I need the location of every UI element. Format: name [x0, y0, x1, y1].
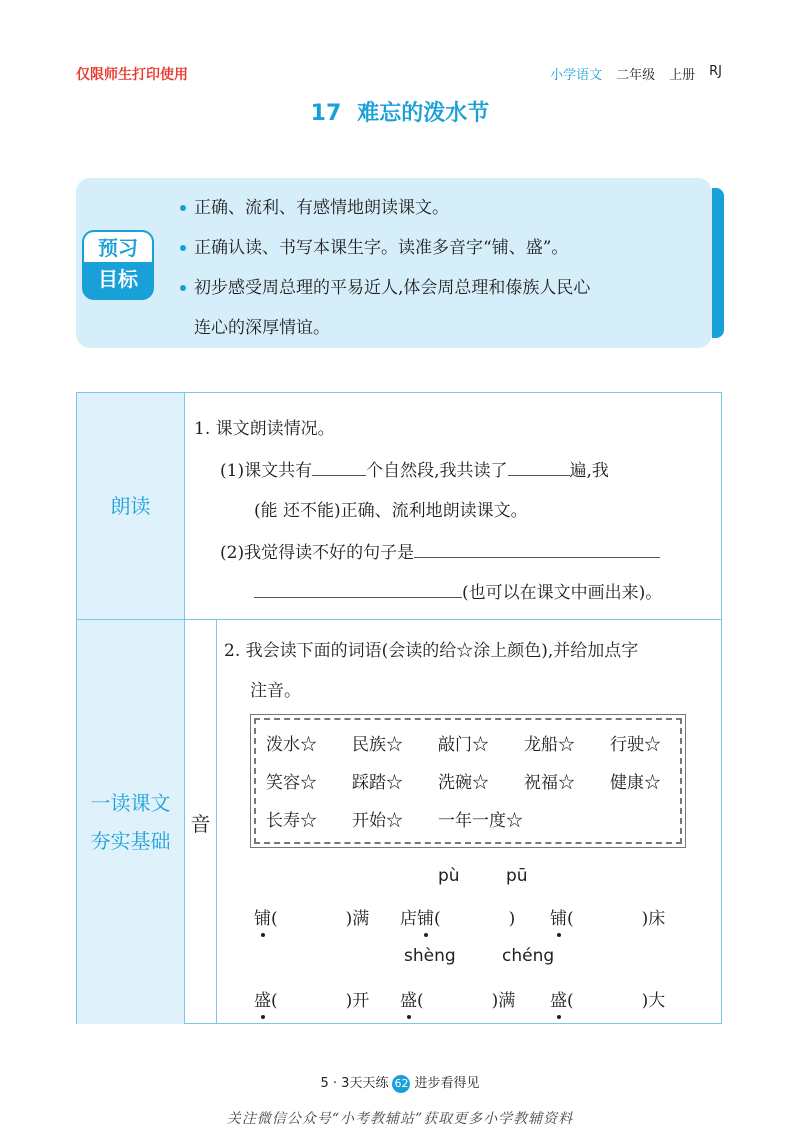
wechat-note: 关注微信公众号“小考教辅站”获取更多小学教辅资料	[226, 1111, 574, 1127]
page-footer	[0, 1072, 800, 1093]
vocab-word[interactable]: 龙船☆	[524, 735, 575, 755]
word-suffix: 床	[648, 909, 666, 929]
sub-label-text: 音	[190, 811, 211, 836]
pu-word-2: 店铺( )	[400, 909, 516, 929]
pinyin-sheng: shèng	[404, 946, 456, 966]
lesson-number: 17	[310, 101, 342, 126]
bullet-dot	[180, 285, 186, 291]
bullet-dot	[180, 205, 186, 211]
goal-text: 正确认读、书写本课生字。读准多音字“铺、盛”。	[194, 238, 569, 258]
q2-text-part2: (也可以在课文中画出来)。	[462, 583, 663, 603]
volume-label: 上册	[669, 68, 696, 83]
question-1-title: 1. 课文朗读情况。	[194, 419, 335, 439]
vocabulary-box	[254, 718, 682, 844]
footer-slogan: 进步看得见	[414, 1076, 480, 1091]
footer-brand: 5 · 3天天练	[320, 1076, 389, 1091]
vocab-word[interactable]: 开始☆	[352, 811, 403, 831]
paragraph-count-blank[interactable]	[312, 457, 366, 476]
dotted-char: 铺	[550, 909, 567, 929]
pinyin-pu-level: pū	[506, 866, 528, 886]
vocab-word[interactable]: 踩踏☆	[352, 773, 403, 793]
vocab-word[interactable]: 祝福☆	[524, 773, 575, 793]
pinyin-cheng: chéng	[502, 946, 555, 966]
page-title	[0, 96, 800, 127]
badge-line1: 预习	[84, 232, 152, 262]
sheng-word-1: 盛( )开	[254, 991, 370, 1011]
vocab-word[interactable]: 洗碗☆	[438, 773, 489, 793]
vocab-word[interactable]: 民族☆	[352, 735, 403, 755]
word-suffix: 大	[648, 991, 666, 1011]
dotted-char: 铺	[417, 909, 434, 929]
word-suffix: 开	[352, 991, 370, 1011]
pu-word-1: 铺( )满	[254, 909, 370, 929]
question-1-2-line2	[254, 578, 662, 603]
word-prefix: 店	[400, 909, 417, 929]
exercise-table	[76, 392, 722, 1024]
edition-label: RJ	[709, 64, 722, 79]
vocab-word[interactable]: 泼水☆	[266, 735, 317, 755]
dotted-char: 铺	[254, 909, 271, 929]
difficult-sentence-blank-2[interactable]	[254, 579, 462, 598]
word-suffix: 满	[498, 991, 516, 1011]
sheng-word-2: 盛( )满	[400, 991, 516, 1011]
goal-list	[180, 188, 700, 348]
vocab-word[interactable]: 长寿☆	[266, 811, 317, 831]
sheng-word-3: 盛( )大	[550, 991, 666, 1011]
section-label-text: 朗读	[110, 494, 151, 518]
vocab-word[interactable]: 健康☆	[610, 773, 661, 793]
goal-item	[180, 188, 700, 228]
vocab-word[interactable]: 笑容☆	[266, 773, 317, 793]
goal-text-continued: 连心的深厚情谊。	[194, 318, 330, 338]
question-2-title-line2: 注音。	[250, 681, 301, 701]
lesson-title: 难忘的泼水节	[357, 101, 490, 126]
pu-word-3: 铺( )床	[550, 909, 666, 929]
question-1-1-line1	[220, 456, 609, 481]
pinyin-pu-falling: pù	[438, 866, 460, 886]
goals-side-bar	[712, 188, 724, 338]
dotted-char: 盛	[550, 991, 567, 1011]
section-reading-label	[77, 393, 185, 619]
sub-label-pronunciation	[185, 620, 217, 1024]
vocab-row	[266, 768, 661, 793]
section-basics-label	[77, 620, 185, 1024]
section-label-line1: 一读课文	[90, 791, 171, 815]
page-number: 62	[392, 1075, 410, 1093]
vocab-row	[266, 730, 661, 755]
goal-text: 初步感受周总理的平易近人,体会周总理和傣族人民心	[194, 278, 591, 298]
word-suffix: 满	[352, 909, 370, 929]
badge-line2: 目标	[98, 267, 138, 291]
difficult-sentence-blank[interactable]	[414, 539, 660, 558]
vocab-word[interactable]: 一年一度☆	[438, 811, 523, 831]
vocab-word[interactable]: 敲门☆	[438, 735, 489, 755]
question-1-2-line1	[220, 538, 660, 563]
question-2-title-line1: 2. 我会读下面的词语(会读的给☆涂上颜色),并给加点字	[224, 641, 639, 661]
vocab-word[interactable]: 行驶☆	[610, 735, 661, 755]
subject-label: 小学语文	[550, 68, 603, 83]
goal-text: 正确、流利、有感情地朗读课文。	[194, 198, 449, 218]
q1-text-part3: 遍,我	[569, 461, 609, 481]
q1-text-part1: (1)课文共有	[220, 461, 313, 481]
goal-item	[180, 228, 700, 268]
preview-goals-box	[76, 178, 712, 348]
q2-text-part1: (2)我觉得读不好的句子是	[220, 543, 415, 563]
preview-goals-badge	[82, 230, 154, 300]
grade-label: 二年级	[616, 68, 656, 83]
dotted-char: 盛	[400, 991, 417, 1011]
print-notice: 仅限师生打印使用	[76, 67, 188, 83]
vocab-row	[266, 806, 523, 831]
dotted-char: 盛	[254, 991, 271, 1011]
q1-text-part2: 个自然段,我共读了	[366, 461, 508, 481]
question-1-1-line2: (能 还不能)正确、流利地朗读课文。	[254, 501, 528, 521]
goal-item	[180, 268, 700, 308]
bullet-dot	[180, 245, 186, 251]
read-times-blank[interactable]	[508, 457, 570, 476]
section-label-line2: 夯实基础	[90, 829, 171, 853]
book-info	[550, 64, 722, 83]
